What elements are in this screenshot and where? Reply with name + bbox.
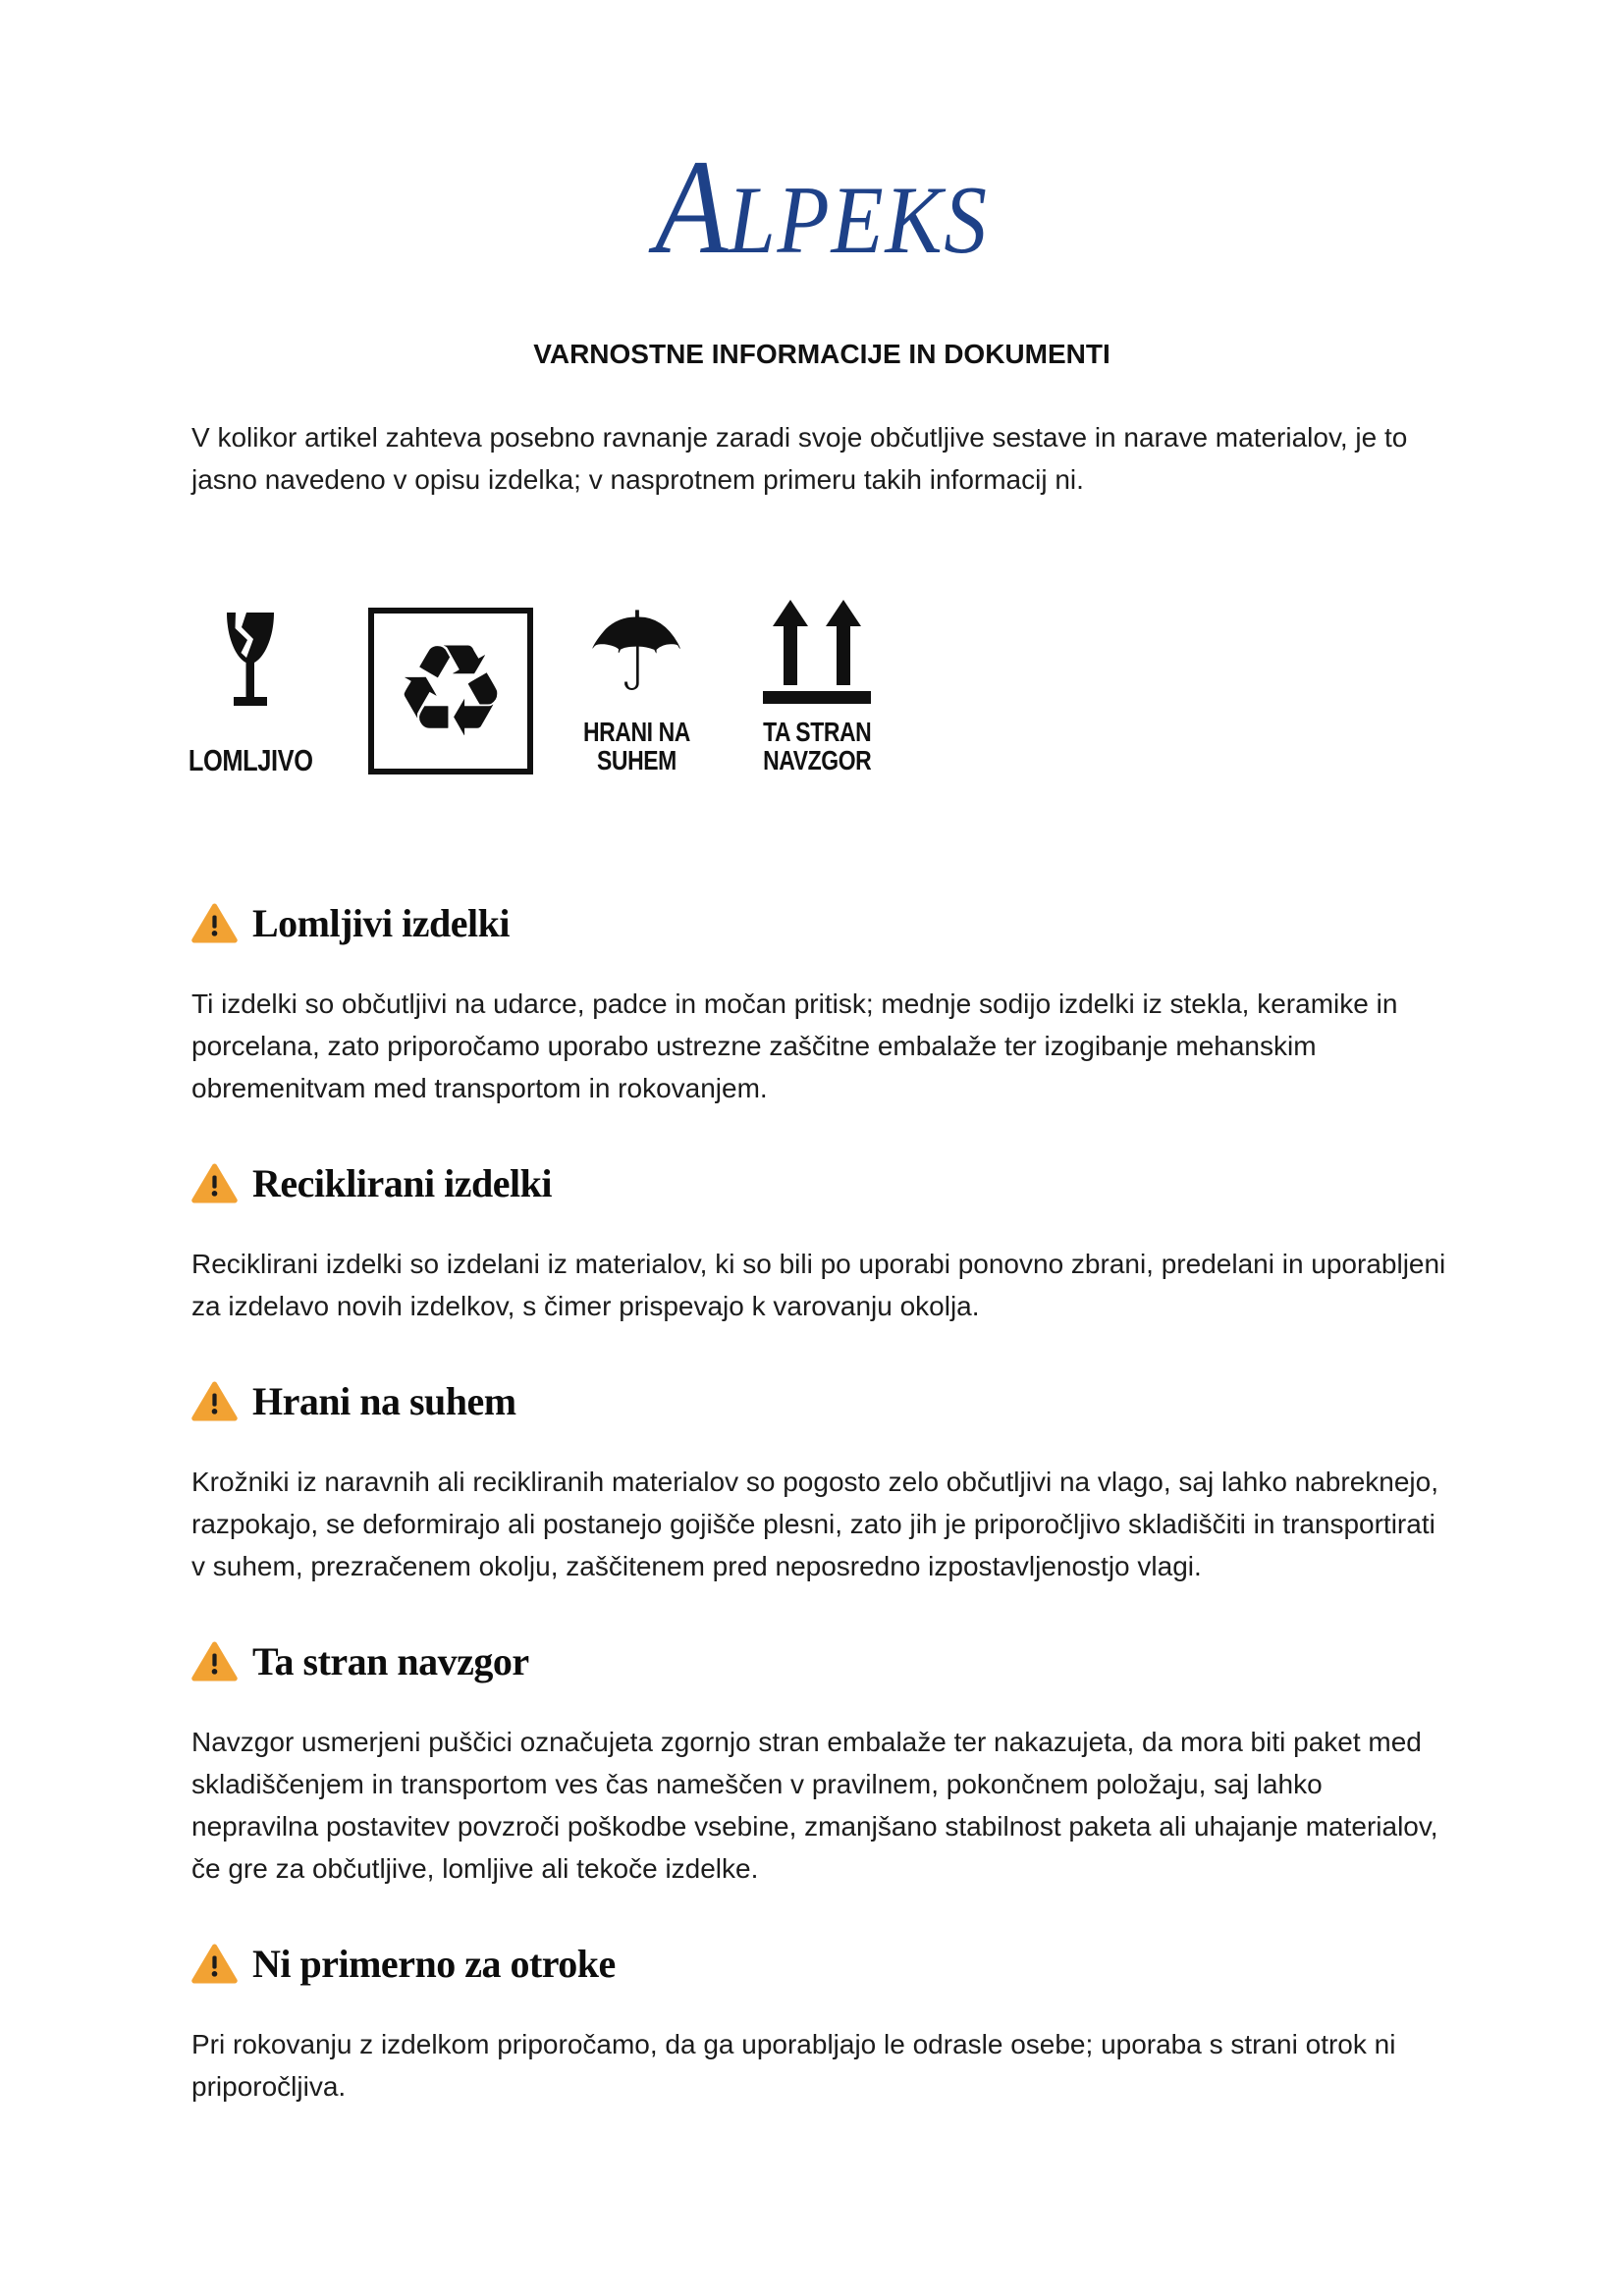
- recyclable-symbol: [368, 608, 533, 774]
- section-paragraph: Ti izdelki so občutljivi na udarce, padce in močan pritisk; mednje sodijo izdelki iz stekla, keramike in porcelana, zato priporočamo uporabo ustrezne zaščitne embalaže ter izogibanje mehanskim obremenitvam med transportom in rokovanjem.: [191, 988, 1398, 1103]
- fragile-symbol: [188, 613, 313, 777]
- section-paragraph: Reciklirani izdelki so izdelani iz materialov, ki so bili po uporabi ponovno zbrani, predelani in uporabljeni za izdelavo novih izdelkov, s čimer prispevajo k varovanju okolja.: [191, 1249, 1446, 1321]
- section-heading-row: [191, 900, 1452, 946]
- section-paragraph: Krožniki iz naravnih ali recikliranih materialov so pogosto zelo občutljivi na vlago, saj lahko nabreknejo, razpokajo, se deformirajo ali postanejo gojišče plesni, zato jih je priporočljivo skladiščiti in transportirati v suhem, prezračenem okolju, zaščitenem pred neposredno izpostavljenostjo vlagi.: [191, 1467, 1438, 1581]
- symbol-label: [763, 718, 871, 774]
- section-title: Ta stran navzgor: [252, 1639, 529, 1683]
- this-side-up-symbol: [745, 600, 889, 774]
- section-title: Reciklirani izdelki: [252, 1161, 552, 1205]
- warning-triangle-icon: [191, 1640, 238, 1682]
- warning-triangle-icon: [191, 1943, 238, 1985]
- section-heading-row: [191, 1378, 1452, 1424]
- logo-rest-letters: LPEKS: [728, 167, 989, 274]
- section-not-for-children: [191, 1941, 1452, 2108]
- symbol-label-line: SUHEM: [596, 745, 677, 775]
- symbol-label: LOMLJIVO: [188, 743, 313, 777]
- section-this-side-up: [191, 1638, 1452, 1890]
- section-keep-dry: [191, 1378, 1452, 1587]
- logo-initial: A: [655, 132, 729, 282]
- company-logo: [191, 132, 1452, 309]
- keep-dry-symbol: [563, 589, 710, 775]
- section-fragile-products: [191, 900, 1452, 1109]
- section-title: Hrani na suhem: [252, 1379, 516, 1423]
- packaging-symbols-row: [188, 589, 1452, 777]
- section-title: Ni primerno za otroke: [252, 1942, 616, 1986]
- symbol-label-line: TA STRAN: [762, 717, 872, 747]
- section-paragraph: Pri rokovanju z izdelkom priporočamo, da ga uporabljajo le odrasle osebe; uporaba s strani otrok ni priporočljiva.: [191, 2029, 1396, 2102]
- warning-triangle-icon: [191, 1162, 238, 1204]
- recycle-icon: ♻: [393, 616, 509, 766]
- symbol-label: [583, 718, 690, 774]
- logo-wordmark: [655, 132, 989, 309]
- fragile-glass-icon: [223, 613, 278, 715]
- section-heading-row: [191, 1160, 1452, 1206]
- symbol-label-line: NAVZGOR: [762, 745, 872, 775]
- warning-triangle-icon: [191, 902, 238, 944]
- section-paragraph: Navzgor usmerjeni puščici označujeta zgornjo stran embalaže ter nakazujeta, da mora biti paket med skladiščenjem in transportom ves čas nameščen v pravilnem, pokončnem položaju, saj lahko nepravilna postavitev povzroči poškodbe vsebine, zmanjšano stabilnost paketa ali uhajanje materialov, če gre za občutljive, lomljive ali tekoče izdelke.: [191, 1727, 1438, 1884]
- section-recycled-products: [191, 1160, 1452, 1327]
- intro-paragraph: V kolikor artikel zahteva posebno ravnanje zaradi svoje občutljive sestave in narave materialov, je to jasno navedeno v opisu izdelka; v nasprotnem primeru takih informacij ni.: [191, 422, 1408, 495]
- symbol-label-line: HRANI NA: [582, 717, 690, 747]
- section-heading-row: [191, 1638, 1452, 1684]
- section-title: Lomljivi izdelki: [252, 901, 510, 945]
- this-side-up-icon: [762, 600, 872, 710]
- page-title: VARNOSTNE INFORMACIJE IN DOKUMENTI: [533, 339, 1110, 369]
- umbrella-icon: ☂: [586, 589, 686, 717]
- warning-triangle-icon: [191, 1380, 238, 1422]
- section-heading-row: [191, 1941, 1452, 1987]
